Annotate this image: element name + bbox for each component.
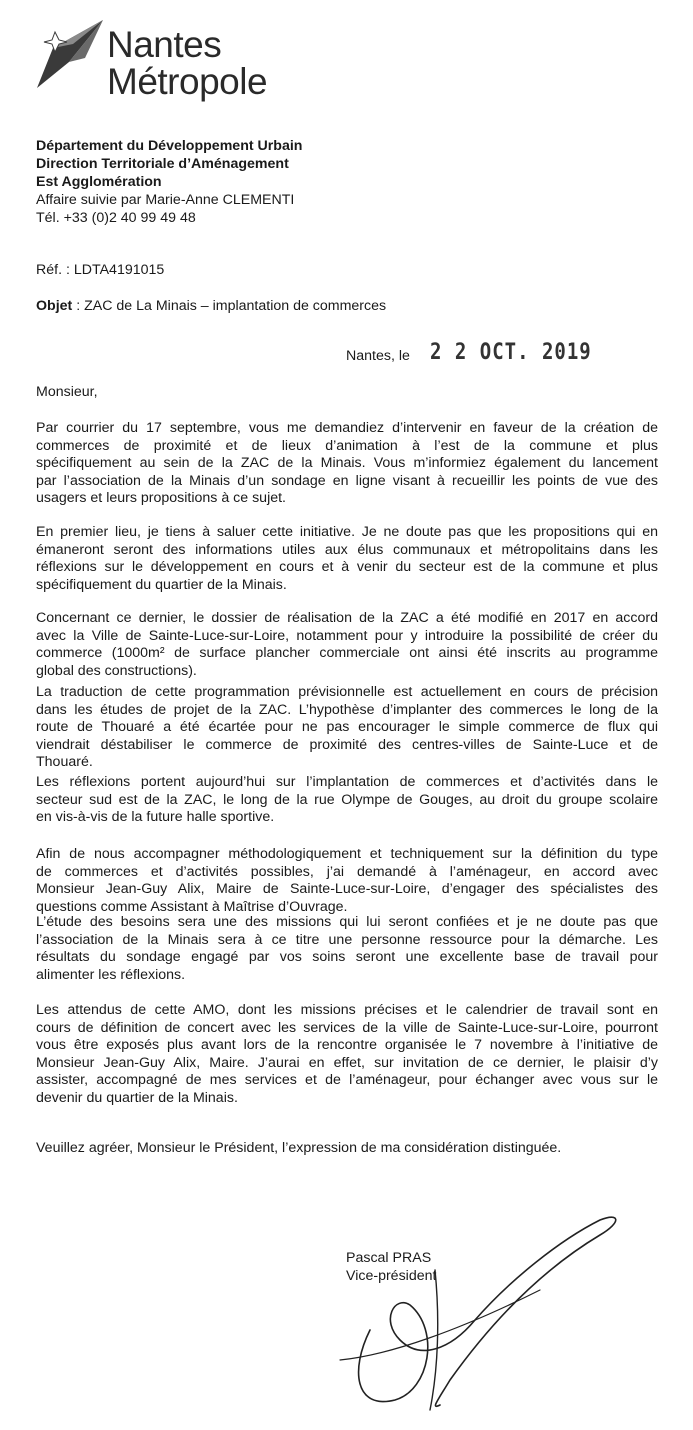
subject-line xyxy=(36,298,386,316)
date-place: Nantes, le xyxy=(346,348,410,364)
signatory-name: Pascal PRAS xyxy=(346,1250,432,1266)
logo-word-nantes: Nantes xyxy=(107,24,222,65)
direction-line: Direction Territoriale d’Aménagement xyxy=(36,156,289,172)
paragraph-line: assister, accompagné de mes services et de l’aménageur, pour échanger avec vous sur le xyxy=(36,1072,658,1089)
paragraph-line: Monsieur Jean-Guy Alix, Maire de Sainte-Luce-sur-Loire, d’engager des spécialistes des xyxy=(36,881,658,898)
date-stamp: 2 2 OCT. 2019 xyxy=(430,339,592,365)
department-line: Département du Développement Urbain xyxy=(36,138,303,154)
body-paragraph xyxy=(36,914,658,984)
paragraph-line: émaneront seront des informations utiles aux élus communaux et métropolitains dans les xyxy=(36,541,658,558)
body-paragraph xyxy=(36,1002,658,1108)
subject-text: : ZAC de La Minais – implantation de commerces xyxy=(72,298,387,314)
logo-word-metropole: Métropole xyxy=(107,61,268,102)
paragraph-line: global des constructions). xyxy=(36,662,197,679)
signatory-title: Vice-président xyxy=(346,1268,437,1284)
territory-line: Est Agglomération xyxy=(36,174,162,190)
paragraph-line: de commerces et d’activités possibles, j’ai demandé à l’aménageur, en accord avec xyxy=(36,863,658,880)
paragraph-line: En premier lieu, je tiens à saluer cette initiative. Je ne doute pas que les propositions qui en xyxy=(36,524,658,540)
star-logo-icon xyxy=(33,18,105,90)
paragraph-line: spécifiquement au sein de la ZAC de la Minais. Vous m’informiez également du lancement xyxy=(36,455,658,472)
body-paragraph xyxy=(36,524,658,594)
paragraph-line: Concernant ce dernier, le dossier de réalisation de la ZAC a été modifié en 2017 en accord xyxy=(36,610,658,626)
paragraph-line: avec la Ville de Sainte-Luce-sur-Loire, notamment pour y introduire la possibilité de créer du xyxy=(36,627,658,644)
paragraph-line: Thouaré. xyxy=(36,754,93,771)
body-paragraph xyxy=(36,610,658,680)
paragraph-line: commerces de proximité et de lieux d’animation à l’est de la commune et plus xyxy=(36,437,658,454)
paragraph-line: Monsieur Jean-Guy Alix, Maire. J’aurai en effet, sur invitation de ce dernier, le plaisir d’y xyxy=(36,1054,658,1071)
paragraph-line: en vis-à-vis de la future halle sportive. xyxy=(36,809,275,826)
paragraph-line: Par courrier du 17 septembre, vous me demandiez d’intervenir en faveur de la création de xyxy=(36,420,658,436)
paragraph-line: l’association de la Minais sera à ce titre une personne ressource pour la démarche. Les xyxy=(36,931,658,948)
paragraph-line: réflexions sur le développement en cours et à venir du secteur est de la commune et plus xyxy=(36,559,658,576)
follow-up-line: Affaire suivie par Marie-Anne CLEMENTI xyxy=(36,192,295,208)
nantes-metropole-logo xyxy=(33,18,313,102)
paragraph-line: résultats du sondage engagé par vos soins seront une excellente base de travail pour xyxy=(36,949,658,966)
phone-line: Tél. +33 (0)2 40 99 49 48 xyxy=(36,210,196,226)
paragraph-line: Afin de nous accompagner méthodologiquement et techniquement sur la définition du type xyxy=(36,846,658,862)
body-paragraph xyxy=(36,420,658,508)
paragraph-line: spécifiquement du quartier de la Minais. xyxy=(36,576,287,593)
paragraph-line: L’étude des besoins sera une des missions qui lui seront confiées et je ne doute pas que xyxy=(36,914,658,930)
paragraph-line: secteur sud est de la ZAC, le long de la rue Olympe de Gouges, au droit du groupe scolaire xyxy=(36,791,658,808)
paragraph-line: dans les études de projet de la ZAC. L’hypothèse d’implanter des commerces le long de la xyxy=(36,701,658,718)
paragraph-line: Les attendus de cette AMO, dont les missions précises et le calendrier de travail sont en xyxy=(36,1002,658,1018)
body-paragraph xyxy=(36,846,658,916)
paragraph-line: cours de définition de concert avec les services de la ville de Sainte-Luce-sur-Loire, pourront xyxy=(36,1019,658,1036)
paragraph-line: vous être exposés plus avant lors de la rencontre organisée le 7 novembre à l’initiative de xyxy=(36,1037,658,1054)
paragraph-line: alimenter les réflexions. xyxy=(36,966,186,983)
paragraph-line: commerce (1000m² de surface plancher commerciale ont ainsi été inscrits au programme xyxy=(36,645,658,662)
handwritten-signature xyxy=(300,1210,630,1425)
paragraph-line: La traduction de cette programmation prévisionnelle est actuellement en cours de précision xyxy=(36,684,658,700)
reference-line: Réf. : LDTA4191015 xyxy=(36,262,165,278)
paragraph-line: route de Thouaré a été écartée pour ne pas encourager le simple commerce de flux qui xyxy=(36,719,658,736)
paragraph-line: devenir du quartier de la Minais. xyxy=(36,1089,238,1106)
paragraph-line: viendrait déstabiliser le commerce de proximité des centres-villes de Sainte-Luce et de xyxy=(36,736,658,753)
body-paragraph xyxy=(36,684,658,772)
paragraph-line: par l’association de la Minais d’un sondage en ligne visant à recueillir les points de vue des xyxy=(36,472,658,489)
closing-line: Veuillez agréer, Monsieur le Président, l’expression de ma considération distinguée. xyxy=(36,1140,562,1156)
body-paragraph xyxy=(36,774,658,827)
salutation: Monsieur, xyxy=(36,384,98,400)
subject-label: Objet xyxy=(36,298,73,314)
paragraph-line: usagers et leurs propositions à ce sujet. xyxy=(36,490,286,507)
paragraph-line: questions comme Assistant à Maîtrise d’Ouvrage. xyxy=(36,898,348,915)
paragraph-line: Les réflexions portent aujourd’hui sur l’implantation de commerces et d’activités dans le xyxy=(36,774,658,790)
